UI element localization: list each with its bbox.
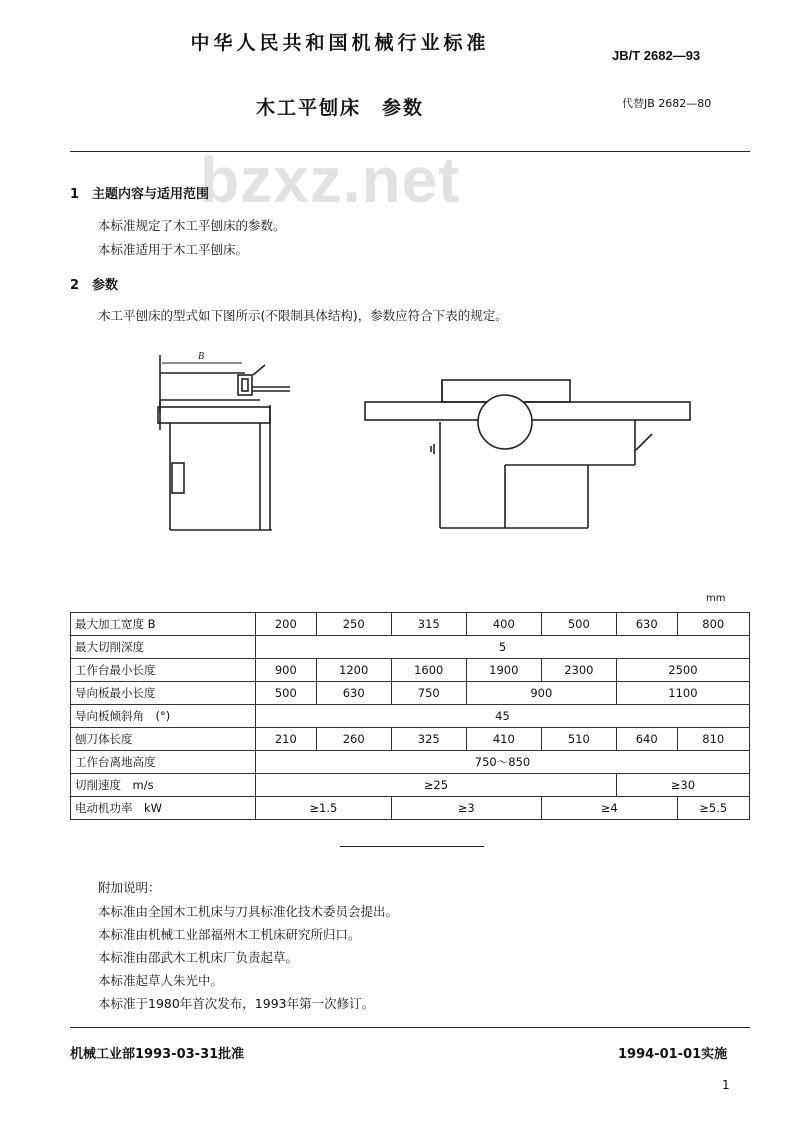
table-cell: ≥5.5 <box>677 797 749 820</box>
table-cell: 500 <box>256 682 317 705</box>
table-row <box>71 636 750 659</box>
table-cell: 5 <box>256 636 750 659</box>
table-cell: 410 <box>466 728 541 751</box>
table-row <box>71 774 750 797</box>
row-label: 工作台离地高度 <box>71 751 256 774</box>
page-number: 1 <box>722 1078 730 1092</box>
row-label: 最大加工宽度 B <box>71 613 256 636</box>
table-cell: 2300 <box>541 659 616 682</box>
section-2-heading: 2 参数 <box>70 278 119 293</box>
row-label: 工作台最小长度 <box>71 659 256 682</box>
table-cell: 45 <box>256 705 750 728</box>
table-cell: 800 <box>677 613 749 636</box>
table-cell: 325 <box>391 728 466 751</box>
table-cell: ≥4 <box>541 797 677 820</box>
section-1-line: 本标准规定了木工平刨床的参数。 <box>98 218 286 233</box>
note-line: 本标准由全国木工机床与刀具标准化技术委员会提出。 <box>98 904 399 919</box>
table-row <box>71 613 750 636</box>
table-cell: 750～850 <box>256 751 750 774</box>
table-cell: 510 <box>541 728 616 751</box>
parameters-table <box>70 612 750 820</box>
table-row <box>71 728 750 751</box>
approval-date: 机械工业部1993-03-31批准 <box>70 1047 245 1062</box>
section-1-heading: 1 主题内容与适用范围 <box>70 187 210 202</box>
table-cell: 630 <box>316 682 391 705</box>
table-cell: 200 <box>256 613 317 636</box>
table-cell: ≥3 <box>391 797 541 820</box>
table-row <box>71 659 750 682</box>
document-title: 木工平刨床 参数 <box>255 97 424 119</box>
table-cell: ≥25 <box>256 774 617 797</box>
table-cell: 810 <box>677 728 749 751</box>
table-cell: 250 <box>316 613 391 636</box>
table-cell: 630 <box>616 613 677 636</box>
table-unit: mm <box>706 593 726 604</box>
standard-number: JB/T 2682—93 <box>612 48 701 63</box>
footer-rule <box>70 1027 750 1028</box>
table-row <box>71 797 750 820</box>
note-line: 本标准由邵武木工机床厂负责起草。 <box>98 950 299 965</box>
table-cell: 900 <box>256 659 317 682</box>
row-label: 导向板倾斜角 (°) <box>71 705 256 728</box>
table-cell: 1200 <box>316 659 391 682</box>
table-cell: 1600 <box>391 659 466 682</box>
row-label: 电动机功率 kW <box>71 797 256 820</box>
table-cell: 1900 <box>466 659 541 682</box>
watermark: bzxz.net <box>200 144 461 216</box>
table-cell: 2500 <box>616 659 749 682</box>
implementation-date: 1994-01-01实施 <box>618 1047 728 1062</box>
table-cell: 400 <box>466 613 541 636</box>
notes-heading: 附加说明： <box>98 880 161 895</box>
row-label: 切削速度 m/s <box>71 774 256 797</box>
note-line: 本标准起草人朱光中。 <box>98 973 224 988</box>
dimension-b-label: B <box>198 351 205 362</box>
note-line: 本标准由机械工业部福州木工机床研究所归口。 <box>98 927 361 942</box>
note-line: 本标准于1980年首次发布，1993年第一次修订。 <box>98 996 375 1011</box>
table-row <box>71 682 750 705</box>
table-cell: 750 <box>391 682 466 705</box>
industry-standard-title: 中华人民共和国机械行业标准 <box>190 32 490 54</box>
table-cell: 900 <box>466 682 616 705</box>
table-cell: ≥1.5 <box>256 797 392 820</box>
replaces-standard: 代替JB 2682—80 <box>622 97 712 110</box>
row-label: 刨刀体长度 <box>71 728 256 751</box>
end-of-body-rule <box>340 846 484 847</box>
table-cell: 1100 <box>616 682 749 705</box>
row-label: 导向板最小长度 <box>71 682 256 705</box>
planer-front-view-figure <box>360 370 695 535</box>
table-row <box>71 705 750 728</box>
row-label: 最大切削深度 <box>71 636 256 659</box>
table-cell: 640 <box>616 728 677 751</box>
table-cell: 315 <box>391 613 466 636</box>
table-cell: 260 <box>316 728 391 751</box>
header-rule <box>70 151 750 152</box>
section-1-line: 本标准适用于木工平刨床。 <box>98 242 249 257</box>
table-cell: 500 <box>541 613 616 636</box>
planer-side-view-figure <box>150 345 320 540</box>
section-2-intro: 木工平刨床的型式如下图所示(不限制具体结构)，参数应符合下表的规定。 <box>98 308 508 323</box>
table-cell: ≥30 <box>616 774 749 797</box>
table-row <box>71 751 750 774</box>
table-cell: 210 <box>256 728 317 751</box>
